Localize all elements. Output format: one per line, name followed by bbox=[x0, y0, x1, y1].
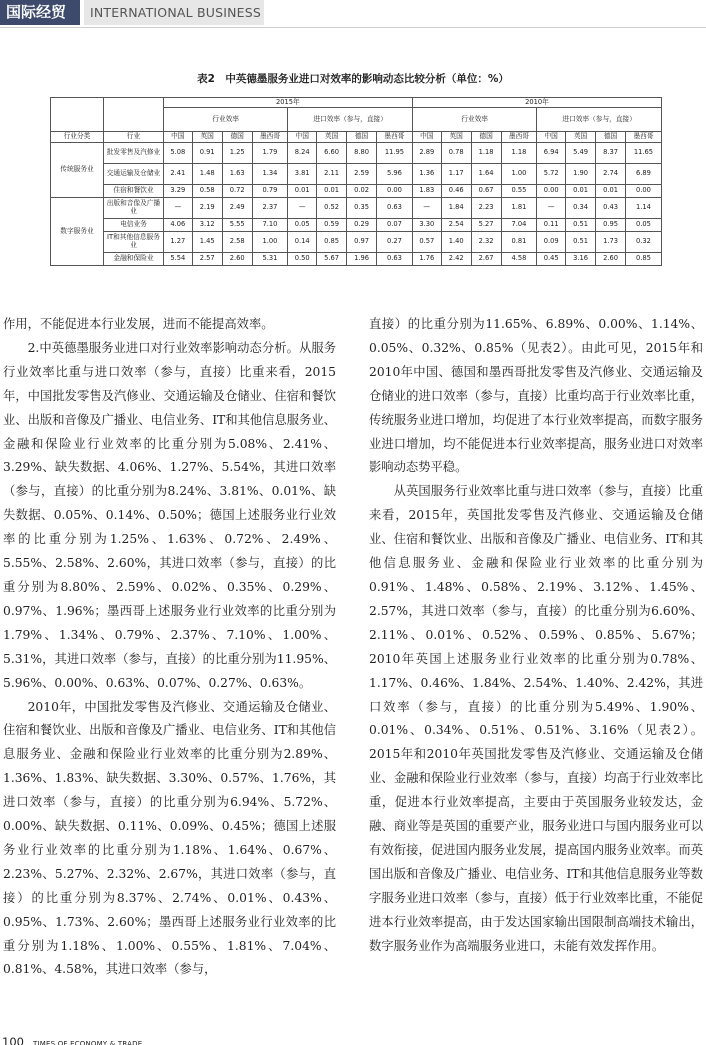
value-cell: 0.91 bbox=[192, 143, 222, 164]
body-column-left bbox=[3, 313, 336, 982]
table-row bbox=[51, 219, 662, 232]
value-cell: 2.59 bbox=[347, 164, 377, 185]
value-cell: 0.63 bbox=[377, 253, 413, 266]
value-cell: 1.79 bbox=[252, 143, 288, 164]
table-row bbox=[51, 143, 662, 164]
value-cell: 2.60 bbox=[222, 253, 252, 266]
value-cell: 5.96 bbox=[377, 164, 413, 185]
value-cell: 0.00 bbox=[626, 185, 662, 198]
value-cell: 1.25 bbox=[222, 143, 252, 164]
magazine-name: TIMES OF ECONOMY & TRADE bbox=[33, 1040, 143, 1045]
value-cell: 3.16 bbox=[566, 253, 596, 266]
value-cell: 0.50 bbox=[288, 253, 317, 266]
value-cell: 2.60 bbox=[596, 253, 626, 266]
industry-cell: 批发零售及汽修业 bbox=[104, 143, 164, 164]
value-cell: 0.11 bbox=[537, 219, 566, 232]
value-cell: 2.19 bbox=[192, 198, 222, 219]
page-footer bbox=[2, 1031, 142, 1045]
value-cell: 0.97 bbox=[347, 232, 377, 253]
value-cell: 5.08 bbox=[163, 143, 192, 164]
paragraph: 2.中英德墨服务业进口对行业效率影响动态分析。从服务行业效率比重与进口效率（参与，直接）比重来看，2015年，中国批发零售及汽修业、交通运输及仓储业、住宿和餐饮业、出版和音像及广播业、电信业务、IT和其他信息服务业、金融和保险业行业效率的比重分别为5.08%、2.41%、3.29%、缺失数据、4.06%、1.27%、5.54%，其进口效率（参与，直接）的比重分别为8.24%、3.81%、0.01%、缺失数据、0.05%、0.14%、0.50%；德国上述服务业行业效率的比重分别为1.25%、1.63%、0.72%、2.49%、5.55%、2.58%、2.60%，其进口效率（参与，直接）的比重分别为8.80%、2.59%、0.02%、0.35%、0.29%、0.97%、1.96%；墨西哥上述服务业行业效率的比重分别为1.79%、1.34%、0.79%、2.37%、7.10%、1.00%、5.31%，其进口效率（参与，直接）的比重分别为11.95%、5.96%、0.00%、0.63%、0.07%、0.27%、0.63%。 bbox=[3, 340, 336, 690]
value-cell: 0.52 bbox=[317, 198, 347, 219]
value-cell: 2.57 bbox=[192, 253, 222, 266]
paragraph: 从英国服务行业效率比重与进口效率（参与，直接）比重来看，2015年，英国批发零售及汽修业、交通运输及仓储业、住宿和餐饮业、出版和音像及广播业、电信业务、IT和其他信息服务业、金融和保险业行业效率的比重分别为0.91%、1.48%、0.58%、2.19%、3.12%、1.45%、2.57%，其进口效率（参与，直接）的比重分别为6.60%、2.11%、0.01%、0.52%、0.59%、0.85%、5.67%；2010年英国上述服务业行业效率的比重分别为0.78%、1.17%、0.46%、1.84%、2.54%、1.40%、2.42%，其进口效率（参与，直接）的比重分别为5.49%、1.90%、0.01%、0.34%、0.51%、0.51%、3.16%（见表2）。2015年和2010年英国批发零售及汽修业、交通运输及仓储业、金融和保险业行业效率（参与，直接）均高于行业效率比重，促进本行业效率提高，主要由于英国服务业较发达，金融、商业等是英国的重要产业，服务业进口与国内服务业可以有效衔接，促进国内服务业发展，提高国内服务业效率。而英国出版和音像及广播业、电信业务、IT和其他信息服务业等数字服务业进口效率（参与，直接）低于行业效率比重，不能促进本行业效率提高，由于发达国家输出国限制高端技术输出，数字服务业作为高端服务业进口，未能有效发挥作用。 bbox=[369, 484, 703, 953]
value-cell: 2.58 bbox=[222, 232, 252, 253]
value-cell: 0.79 bbox=[252, 185, 288, 198]
value-cell: 2.11 bbox=[317, 164, 347, 185]
value-cell: 2.32 bbox=[471, 232, 501, 253]
value-cell: 0.95 bbox=[596, 219, 626, 232]
table-row bbox=[51, 185, 662, 198]
value-cell: 0.07 bbox=[377, 219, 413, 232]
value-cell: 4.58 bbox=[501, 253, 537, 266]
value-cell: — bbox=[288, 198, 317, 219]
value-cell: 1.18 bbox=[471, 143, 501, 164]
group-header: 行业效率 bbox=[163, 108, 287, 132]
value-cell: 1.17 bbox=[441, 164, 471, 185]
value-cell: 0.51 bbox=[566, 232, 596, 253]
value-cell: 3.81 bbox=[288, 164, 317, 185]
value-cell: 0.00 bbox=[537, 185, 566, 198]
value-cell: 5.54 bbox=[163, 253, 192, 266]
value-cell: 1.14 bbox=[626, 198, 662, 219]
value-cell: 1.84 bbox=[441, 198, 471, 219]
paragraph: 直接）的比重分别为11.65%、6.89%、0.00%、1.14%、0.05%、0.32%、0.85%（见表2）。由此可见，2015年和2010年中国、德国和墨西哥批发零售及汽修业、交通运输及仓储业的进口效率（参与，直接）比重均高于行业效率比重，传统服务业进口增加，均促进了本行业效率提高，而数字服务业进口增加，均不能促进本行业效率提高，服务业进口对效率影响动态势平稳。 bbox=[369, 317, 703, 475]
value-cell: 1.00 bbox=[252, 232, 288, 253]
country-header: 英国 bbox=[566, 132, 596, 143]
value-cell: 0.43 bbox=[596, 198, 626, 219]
value-cell: 2.67 bbox=[471, 253, 501, 266]
value-cell: 1.73 bbox=[596, 232, 626, 253]
value-cell: 7.10 bbox=[252, 219, 288, 232]
value-cell: 8.80 bbox=[347, 143, 377, 164]
value-cell: 6.89 bbox=[626, 164, 662, 185]
value-cell: 4.06 bbox=[163, 219, 192, 232]
value-cell: 0.27 bbox=[377, 232, 413, 253]
value-cell: 1.00 bbox=[501, 164, 537, 185]
value-cell: 0.57 bbox=[412, 232, 441, 253]
country-header: 英国 bbox=[441, 132, 471, 143]
value-cell: 2.37 bbox=[252, 198, 288, 219]
value-cell: 0.85 bbox=[626, 253, 662, 266]
year-header: 2015年 bbox=[163, 98, 412, 108]
body-column-right bbox=[369, 313, 703, 958]
value-cell: 0.09 bbox=[537, 232, 566, 253]
value-cell: 0.05 bbox=[626, 219, 662, 232]
value-cell: 0.01 bbox=[566, 185, 596, 198]
value-cell: 0.02 bbox=[347, 185, 377, 198]
value-cell: 2.54 bbox=[441, 219, 471, 232]
column-header: 行业分类 bbox=[51, 132, 104, 143]
country-header: 墨西哥 bbox=[501, 132, 537, 143]
value-cell: 6.94 bbox=[537, 143, 566, 164]
country-header: 墨西哥 bbox=[377, 132, 413, 143]
value-cell: — bbox=[537, 198, 566, 219]
value-cell: 0.05 bbox=[288, 219, 317, 232]
value-cell: 0.81 bbox=[501, 232, 537, 253]
industry-cell: 交通运输及仓储业 bbox=[104, 164, 164, 185]
value-cell: 0.01 bbox=[288, 185, 317, 198]
page-number: 100 bbox=[2, 1035, 24, 1045]
value-cell: 0.67 bbox=[471, 185, 501, 198]
value-cell: — bbox=[163, 198, 192, 219]
table-row bbox=[51, 164, 662, 185]
value-cell: 1.27 bbox=[163, 232, 192, 253]
empty-cell bbox=[104, 98, 164, 132]
value-cell: 5.67 bbox=[317, 253, 347, 266]
country-header: 英国 bbox=[192, 132, 222, 143]
value-cell: 0.78 bbox=[441, 143, 471, 164]
value-cell: 5.27 bbox=[471, 219, 501, 232]
section-title: 国际经贸 bbox=[0, 0, 80, 25]
country-header: 德国 bbox=[471, 132, 501, 143]
value-cell: 0.45 bbox=[537, 253, 566, 266]
value-cell: 0.14 bbox=[288, 232, 317, 253]
industry-cell: 住宿和餐饮业 bbox=[104, 185, 164, 198]
country-header: 德国 bbox=[347, 132, 377, 143]
value-cell: 0.58 bbox=[192, 185, 222, 198]
value-cell: 6.60 bbox=[317, 143, 347, 164]
value-cell: 1.81 bbox=[501, 198, 537, 219]
value-cell: 5.49 bbox=[566, 143, 596, 164]
group-header: 进口效率（参与，直接） bbox=[537, 108, 662, 132]
value-cell: 5.72 bbox=[537, 164, 566, 185]
country-header: 墨西哥 bbox=[626, 132, 662, 143]
value-cell: 0.29 bbox=[347, 219, 377, 232]
value-cell: 0.00 bbox=[377, 185, 413, 198]
value-cell: 0.63 bbox=[377, 198, 413, 219]
value-cell: 1.34 bbox=[252, 164, 288, 185]
country-header: 中国 bbox=[163, 132, 192, 143]
empty-cell bbox=[51, 98, 104, 132]
value-cell: 1.96 bbox=[347, 253, 377, 266]
value-cell: 1.48 bbox=[192, 164, 222, 185]
paragraph: 作用，不能促进本行业发展，进而不能提高效率。 bbox=[3, 317, 274, 331]
value-cell: 0.01 bbox=[317, 185, 347, 198]
value-cell: 11.65 bbox=[626, 143, 662, 164]
value-cell: 7.04 bbox=[501, 219, 537, 232]
value-cell: 2.23 bbox=[471, 198, 501, 219]
data-table bbox=[50, 97, 662, 266]
value-cell: 3.12 bbox=[192, 219, 222, 232]
value-cell: 0.85 bbox=[317, 232, 347, 253]
value-cell: 0.35 bbox=[347, 198, 377, 219]
industry-cell: 电信业务 bbox=[104, 219, 164, 232]
value-cell: 11.95 bbox=[377, 143, 413, 164]
country-header: 中国 bbox=[412, 132, 441, 143]
country-header: 德国 bbox=[222, 132, 252, 143]
industry-cell: 金融和保险业 bbox=[104, 253, 164, 266]
value-cell: 2.41 bbox=[163, 164, 192, 185]
value-cell: 3.29 bbox=[163, 185, 192, 198]
page-header bbox=[0, 0, 706, 28]
value-cell: 0.55 bbox=[501, 185, 537, 198]
value-cell: 1.36 bbox=[412, 164, 441, 185]
group-header: 进口效率（参与，直接） bbox=[288, 108, 413, 132]
year-header: 2010年 bbox=[412, 98, 661, 108]
value-cell: 0.01 bbox=[596, 185, 626, 198]
country-header: 中国 bbox=[288, 132, 317, 143]
category-cell: 传统服务业 bbox=[51, 143, 104, 198]
section-title-en: INTERNATIONAL BUSINESS bbox=[84, 0, 264, 25]
value-cell: — bbox=[412, 198, 441, 219]
column-header: 行业 bbox=[104, 132, 164, 143]
value-cell: 1.45 bbox=[192, 232, 222, 253]
value-cell: 5.31 bbox=[252, 253, 288, 266]
value-cell: 0.59 bbox=[317, 219, 347, 232]
value-cell: 0.32 bbox=[626, 232, 662, 253]
value-cell: 0.46 bbox=[441, 185, 471, 198]
value-cell: 2.42 bbox=[441, 253, 471, 266]
value-cell: 1.90 bbox=[566, 164, 596, 185]
value-cell: 1.83 bbox=[412, 185, 441, 198]
value-cell: 5.55 bbox=[222, 219, 252, 232]
group-header: 行业效率 bbox=[412, 108, 536, 132]
industry-cell: IT和其他信息服务业 bbox=[104, 232, 164, 253]
value-cell: 0.34 bbox=[566, 198, 596, 219]
paragraph: 2010年，中国批发零售及汽修业、交通运输及仓储业、住宿和餐饮业、出版和音像及广播业、电信业务、IT和其他信息服务业、金融和保险业行业效率的比重分别为2.89%、1.36%、1.83%、缺失数据、3.30%、0.57%、1.76%，其进口效率（参与，直接）的比重分别为6.94%、5.72%、0.00%、缺失数据、0.11%、0.09%、0.45%；德国上述服务业行业效率的比重分别为1.18%、1.64%、0.67%、2.23%、5.27%、2.32%、2.67%，其进口效率（参与，直接）的比重分别为8.37%、2.74%、0.01%、0.43%、0.95%、1.73%、2.60%；墨西哥上述服务业行业效率的比重分别为1.18%、1.00%、0.55%、1.81%、7.04%、0.81%、4.58%，其进口效率（参与， bbox=[3, 699, 336, 977]
country-header: 英国 bbox=[317, 132, 347, 143]
table-row bbox=[51, 253, 662, 266]
value-cell: 2.89 bbox=[412, 143, 441, 164]
value-cell: 0.72 bbox=[222, 185, 252, 198]
header-divider bbox=[0, 27, 706, 28]
table-row bbox=[51, 232, 662, 253]
value-cell: 2.74 bbox=[596, 164, 626, 185]
value-cell: 2.49 bbox=[222, 198, 252, 219]
value-cell: 8.24 bbox=[288, 143, 317, 164]
country-header: 墨西哥 bbox=[252, 132, 288, 143]
country-header: 中国 bbox=[537, 132, 566, 143]
value-cell: 1.40 bbox=[441, 232, 471, 253]
table-row bbox=[51, 198, 662, 219]
value-cell: 1.18 bbox=[501, 143, 537, 164]
value-cell: 1.76 bbox=[412, 253, 441, 266]
industry-cell: 出版和音像及广播业 bbox=[104, 198, 164, 219]
value-cell: 1.64 bbox=[471, 164, 501, 185]
value-cell: 8.37 bbox=[596, 143, 626, 164]
category-cell: 数字服务业 bbox=[51, 198, 104, 266]
country-header: 德国 bbox=[596, 132, 626, 143]
value-cell: 3.30 bbox=[412, 219, 441, 232]
value-cell: 1.63 bbox=[222, 164, 252, 185]
table-caption: 表2 中英德墨服务业进口对效率的影响动态比较分析（单位：%） bbox=[197, 73, 509, 85]
value-cell: 0.51 bbox=[566, 219, 596, 232]
